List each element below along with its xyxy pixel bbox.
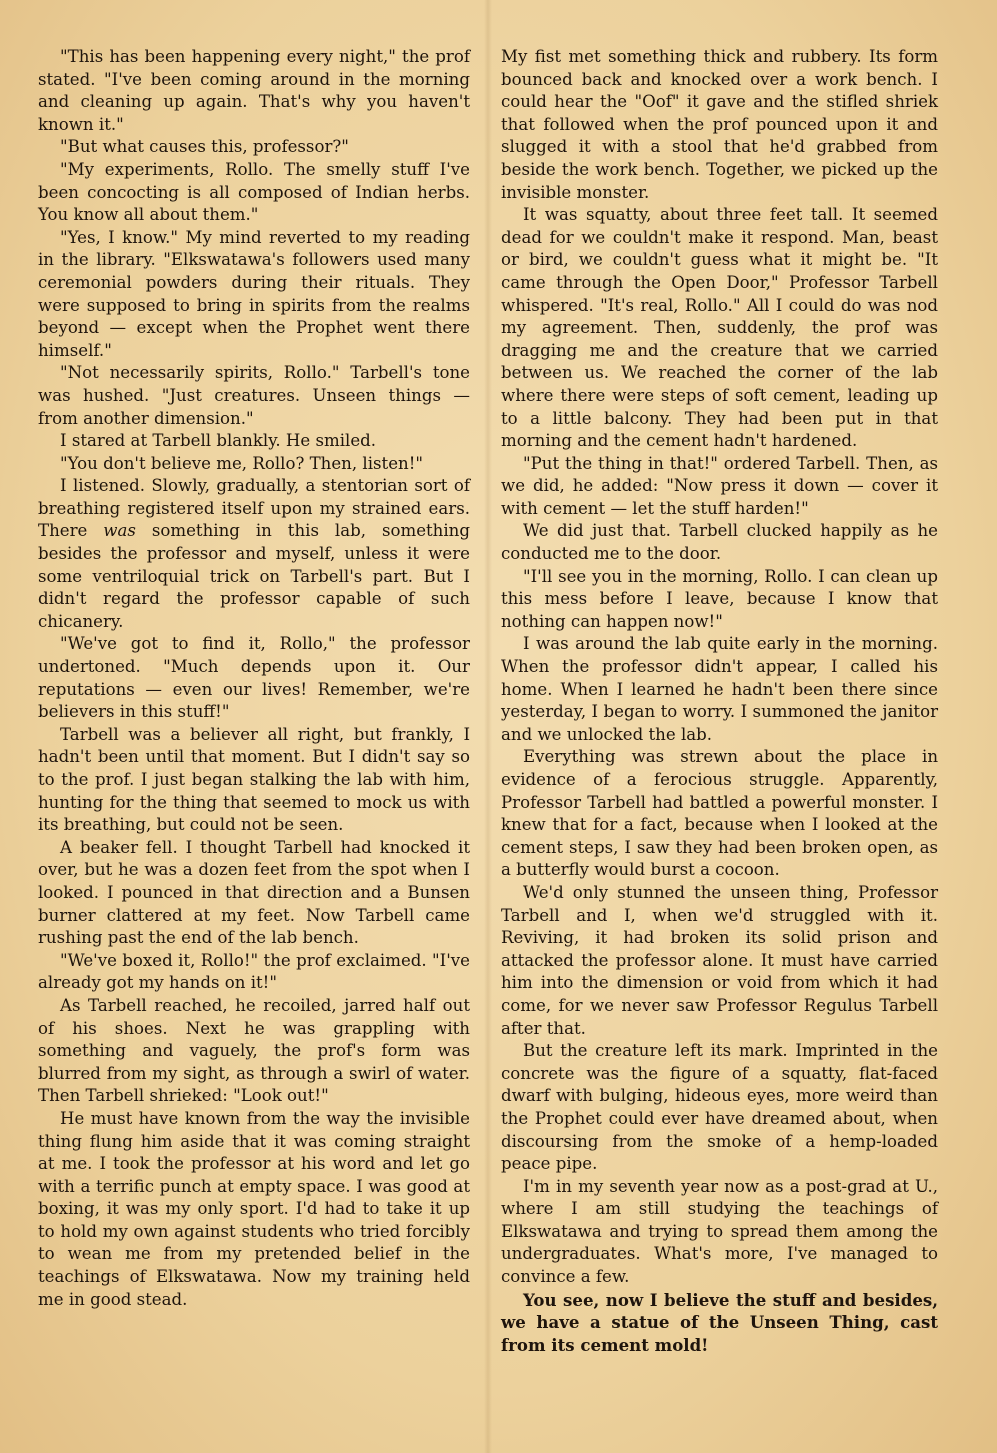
paragraph: Everything was strewn about the place in evidence of a ferocious struggle. Apparently, Professor Tarbell had battled a powerful monster. I knew that for a fact, because when I looked at the cement steps, I saw they had been broken open, as a butterfly would burst a cocoon. xyxy=(501,747,938,880)
paragraph xyxy=(38,475,470,633)
paragraph: "I'll see you in the morning, Rollo. I can clean up this mess before I leave, because I know that nothing can happen now!" xyxy=(501,566,938,631)
paragraph: "But what causes this, professor?" xyxy=(60,137,349,157)
paragraph: But the creature left its mark. Imprinted in the concrete was the figure of a squatty, flat-faced dwarf with bulging, hideous eyes, more weird than the Prophet could ever have dreamed about, when discoursing from the smoke of a hemp-loaded peace pipe. xyxy=(501,1041,938,1174)
left-text-column xyxy=(38,46,470,1311)
paragraph: My fist met something thick and rubbery. Its form bounced back and knocked over a work bench. I could hear the "Oof" it gave and the stifled shriek that followed when the prof pounced upon it and slugged it with a stool that he'd grabbed from beside the work bench. Together, we picked up the invisible monster. xyxy=(501,47,938,202)
paragraph: A beaker fell. I thought Tarbell had knocked it over, but he was a dozen feet from the spot when I looked. I pounced in that direction and a Bunsen burner clattered at my feet. Now Tarbell came rushing past the end of the lab bench. xyxy=(38,837,470,948)
paragraph: "Put the thing in that!" ordered Tarbell. Then, as we did, he added: "Now press it down — cover it with cement — let the stuff harden!" xyxy=(501,453,938,518)
paragraph: I was around the lab quite early in the morning. When the professor didn't appear, I called his home. When I learned he hadn't been there since yesterday, I began to worry. I summoned the janitor and we unlocked the lab. xyxy=(501,634,938,744)
paragraph: "You don't believe me, Rollo? Then, listen!" xyxy=(60,453,424,473)
paragraph-text: I listened. Slowly, gradually, a stentorian sort of breathing registered itself upon my strained ears. There xyxy=(38,476,470,541)
paragraph: "Yes, I know." My mind reverted to my reading in the library. "Elkswatawa's followers used many ceremonial powders during their rituals. They were supposed to bring in spirits from the realms beyond — except when the Prophet went there himself." xyxy=(38,227,470,360)
paragraph: He must have known from the way the invisible thing flung him aside that it was coming straight at me. I took the professor at his word and let go with a terrific punch at empty space. I was good at boxing, it was my only sport. I'd had to take it up to hold my own against students who tried forcibly to wean me from my pretended belief in the teachings of Elkswatawa. Now my training held me in good stead. xyxy=(38,1108,470,1309)
paragraph: "We've boxed it, Rollo!" the prof exclaimed. "I've already got my hands on it!" xyxy=(38,950,470,993)
paragraph: "My experiments, Rollo. The smelly stuff I've been concocting is all composed of Indian herbs. You know all about them." xyxy=(38,159,470,225)
right-text-column xyxy=(501,46,938,1356)
paragraph: We did just that. Tarbell clucked happily as he conducted me to the door. xyxy=(501,521,938,564)
paragraph: I'm in my seventh year now as a post-grad at U., where I am still studying the teachings of Elkswatawa and trying to spread them among the undergraduates. What's more, I've managed to convince a few. xyxy=(501,1176,938,1287)
emphasized-word: was xyxy=(103,521,136,541)
paragraph: "This has been happening every night," the prof stated. "I've been coming around in the morning and cleaning up again. That's why you haven't known it." xyxy=(38,47,470,134)
closing-paragraph: You see, now I believe the stuff and besides, we have a statue of the Unseen Thing, cast from its cement mold! xyxy=(501,1289,938,1355)
paragraph: We'd only stunned the unseen thing, Professor Tarbell and I, when we'd struggled with it. Reviving, it had broken its solid prison and attacked the professor alone. It must have carried him into the dimension or void from which it had come, for we never saw Professor Regulus Tarbell after that. xyxy=(501,882,938,1038)
paragraph-text: something in this lab, something besides the professor and myself, unless it were some ventriloquial trick on Tarbell's part. But I didn't regard the professor capable of such chicanery. xyxy=(38,521,470,631)
paragraph: Tarbell was a believer all right, but frankly, I hadn't been until that moment. But I didn't say so to the prof. I just began stalking the lab with him, hunting for the thing that seemed to mock us with its breathing, but could not be seen. xyxy=(38,724,470,835)
paragraph: I stared at Tarbell blankly. He smiled. xyxy=(60,431,377,451)
paragraph: As Tarbell reached, he recoiled, jarred half out of his shoes. Next he was grappling with something and vaguely, the prof's form was blurred from my sight, as through a swirl of water. Then Tarbell shrieked: "Look out!" xyxy=(38,995,470,1106)
column-gutter xyxy=(484,0,492,1453)
paragraph: It was squatty, about three feet tall. It seemed dead for we couldn't make it respond. Man, beast or bird, we couldn't guess what it might be. "It came through the Open Door," Professor Tarbell whispered. "It's real, Rollo." All I could do was nod my agreement. Then, suddenly, the prof was dragging me and the creature that we carried between us. We reached the corner of the lab where there were steps of soft cement, leading up to a little balcony. They had been put in that morning and the cement hadn't hardened. xyxy=(501,205,938,451)
paragraph: "We've got to find it, Rollo," the professor undertoned. "Much depends upon it. Our reputations — even our lives! Remember, we're believers in this stuff!" xyxy=(38,634,470,722)
paragraph: "Not necessarily spirits, Rollo." Tarbell's tone was hushed. "Just creatures. Unseen things — from another dimension." xyxy=(38,363,470,428)
